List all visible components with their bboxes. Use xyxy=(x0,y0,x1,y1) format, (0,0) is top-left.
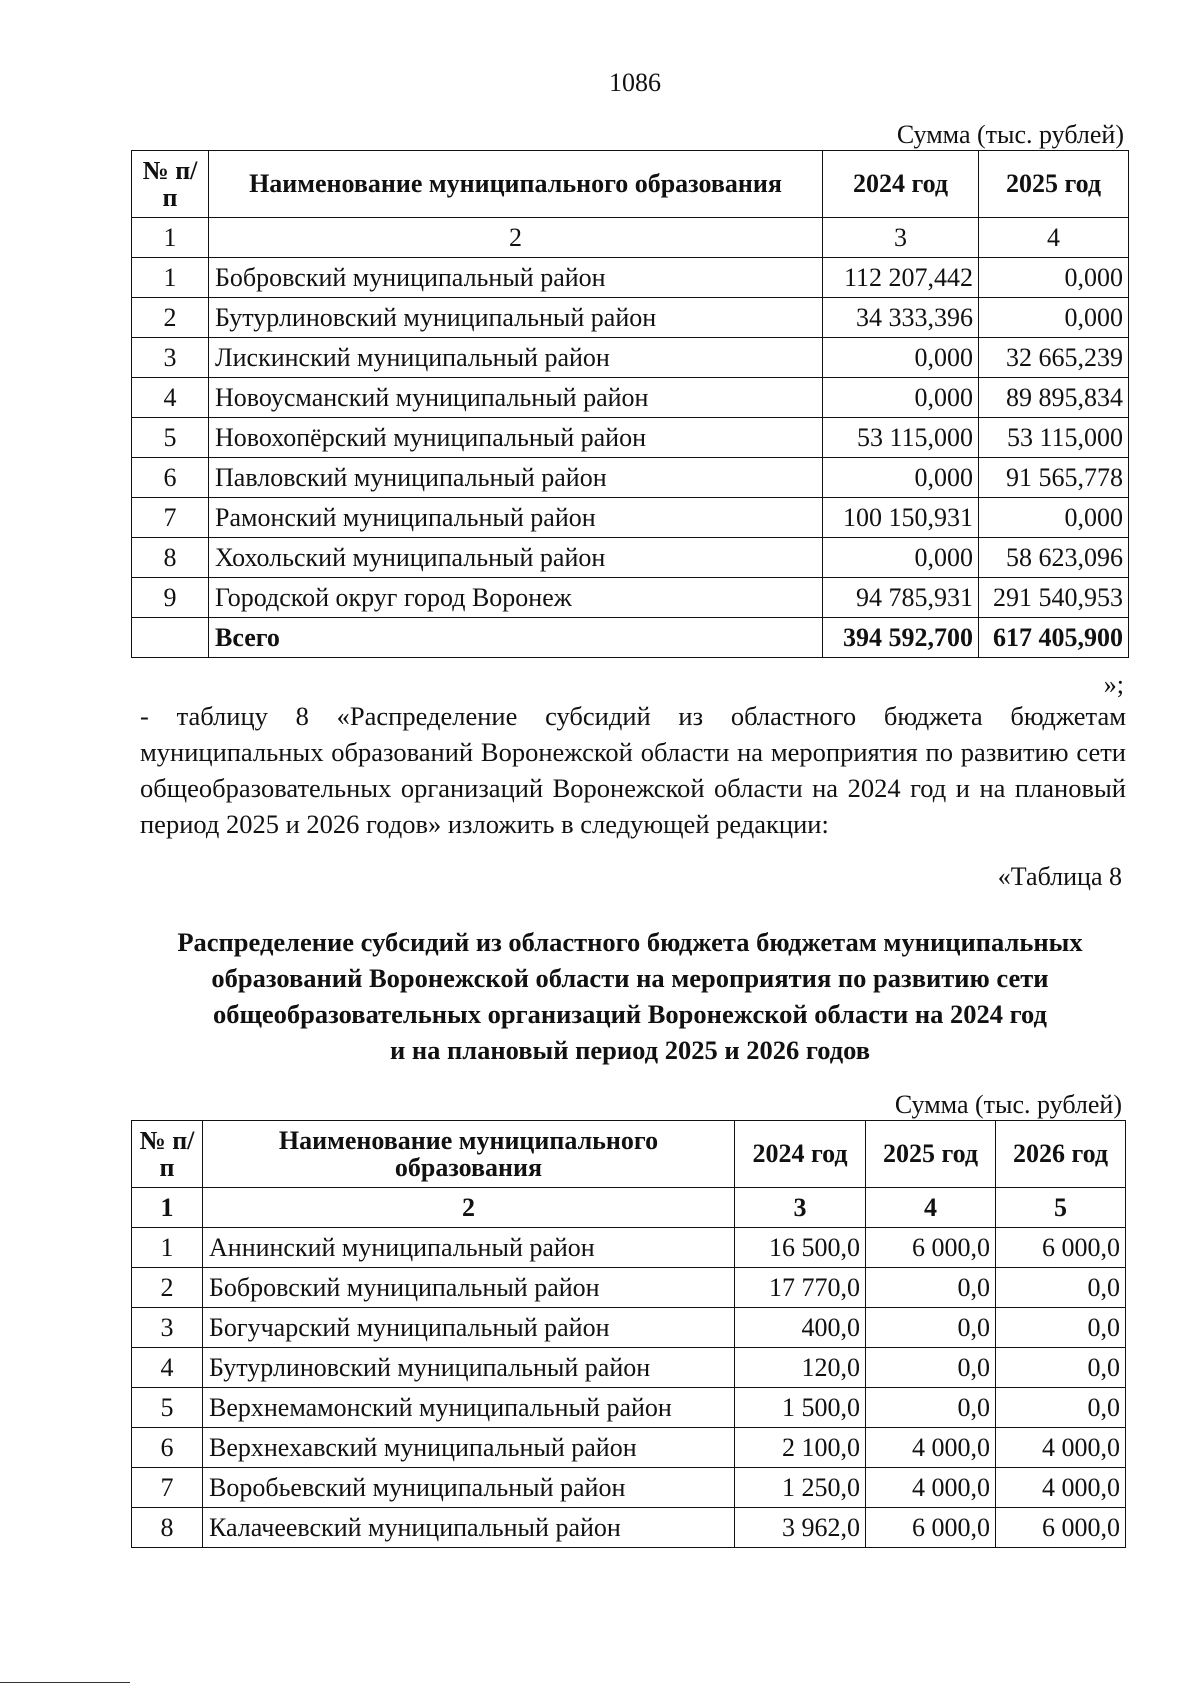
table-row xyxy=(132,578,1129,618)
row-number: 2 xyxy=(132,298,209,338)
amount-2024: 3 962,0 xyxy=(735,1508,866,1548)
amount-2025: 0,000 xyxy=(979,298,1129,338)
municipality-name: Павловский муниципальный район xyxy=(209,458,823,498)
table-row xyxy=(132,418,1129,458)
table1 xyxy=(131,150,1129,658)
table-title-line: и на плановый период 2025 и 2026 годов xyxy=(389,1035,871,1065)
total-number xyxy=(132,618,209,658)
amount-2025: 0,0 xyxy=(866,1348,996,1388)
page-number: 1086 xyxy=(609,68,661,97)
table-row xyxy=(132,1508,1126,1548)
row-number: 5 xyxy=(132,1388,203,1428)
row-number: 1 xyxy=(132,258,209,298)
table2-body xyxy=(132,1188,1126,1548)
row-number: 1 xyxy=(132,1228,203,1268)
table1-header-2025: 2025 год xyxy=(979,151,1129,218)
amount-2025: 91 565,778 xyxy=(979,458,1129,498)
table2-header-2025: 2025 год xyxy=(866,1121,996,1188)
total-row xyxy=(132,618,1129,658)
column-number: 4 xyxy=(979,218,1129,258)
amount-2026: 0,0 xyxy=(996,1388,1126,1428)
amount-2024: 53 115,000 xyxy=(823,418,979,458)
amount-2024: 112 207,442 xyxy=(823,258,979,298)
amount-2025: 0,0 xyxy=(866,1308,996,1348)
row-number: 7 xyxy=(132,1468,203,1508)
amount-2026: 0,0 xyxy=(996,1308,1126,1348)
row-number: 9 xyxy=(132,578,209,618)
row-number: 7 xyxy=(132,498,209,538)
amount-2025: 0,000 xyxy=(979,258,1129,298)
amount-2024: 100 150,931 xyxy=(823,498,979,538)
municipality-name: Верхнехавский муниципальный район xyxy=(203,1428,735,1468)
amount-2026: 6 000,0 xyxy=(996,1508,1126,1548)
amount-2024: 400,0 xyxy=(735,1308,866,1348)
amount-2025: 0,0 xyxy=(866,1388,996,1428)
table-row xyxy=(132,458,1129,498)
amount-2025: 6 000,0 xyxy=(866,1508,996,1548)
total-2025: 617 405,900 xyxy=(979,618,1129,658)
amount-2024: 1 250,0 xyxy=(735,1468,866,1508)
amount-2025: 0,0 xyxy=(866,1268,996,1308)
amount-2025: 6 000,0 xyxy=(866,1228,996,1268)
municipality-name: Аннинский муниципальный район xyxy=(203,1228,735,1268)
municipality-name: Богучарский муниципальный район xyxy=(203,1308,735,1348)
amount-2024: 120,0 xyxy=(735,1348,866,1388)
table1-column-number-row xyxy=(132,218,1129,258)
amount-2024: 16 500,0 xyxy=(735,1228,866,1268)
table1-body xyxy=(132,218,1129,658)
amount-2026: 0,0 xyxy=(996,1348,1126,1388)
table2-unit-label: Сумма (тыс. рублей) xyxy=(894,1090,1122,1119)
municipality-name: Лискинский муниципальный район xyxy=(209,338,823,378)
municipality-name: Хохольский муниципальный район xyxy=(209,538,823,578)
amount-2025: 291 540,953 xyxy=(979,578,1129,618)
amount-2025: 4 000,0 xyxy=(866,1428,996,1468)
total-2024: 394 592,700 xyxy=(823,618,979,658)
amount-2025: 4 000,0 xyxy=(866,1468,996,1508)
row-number: 3 xyxy=(132,1308,203,1348)
table-row xyxy=(132,538,1129,578)
table2-header-2026: 2026 год xyxy=(996,1121,1126,1188)
table-row xyxy=(132,1468,1126,1508)
amount-2026: 4 000,0 xyxy=(996,1468,1126,1508)
table1-header-name: Наименование муниципального образования xyxy=(209,151,823,218)
column-number: 5 xyxy=(996,1188,1126,1228)
column-number: 3 xyxy=(823,218,979,258)
municipality-name: Рамонский муниципальный район xyxy=(209,498,823,538)
row-number: 8 xyxy=(132,538,209,578)
column-number: 2 xyxy=(209,218,823,258)
amount-2024: 0,000 xyxy=(823,378,979,418)
column-number: 1 xyxy=(132,1188,203,1228)
row-number: 2 xyxy=(132,1268,203,1308)
close-quote: »; xyxy=(1103,670,1124,699)
table1-unit-label: Сумма (тыс. рублей) xyxy=(896,120,1124,149)
amount-2025: 53 115,000 xyxy=(979,418,1129,458)
table2-header-2024: 2024 год xyxy=(735,1121,866,1188)
total-label: Всего xyxy=(209,618,823,658)
municipality-name: Новохопёрский муниципальный район xyxy=(209,418,823,458)
municipality-name: Бутурлиновский муниципальный район xyxy=(203,1348,735,1388)
municipality-name: Бобровский муниципальный район xyxy=(209,258,823,298)
amount-2024: 34 333,396 xyxy=(823,298,979,338)
row-number: 3 xyxy=(132,338,209,378)
amount-2025: 32 665,239 xyxy=(979,338,1129,378)
table-title-line: образований Воронежской области на мероприятия по развитию сети xyxy=(211,963,1049,993)
table1-header-number: № п/п xyxy=(132,151,209,218)
table-row xyxy=(132,378,1129,418)
row-number: 5 xyxy=(132,418,209,458)
row-number: 8 xyxy=(132,1508,203,1548)
amount-2024: 0,000 xyxy=(823,338,979,378)
municipality-name: Калачеевский муниципальный район xyxy=(203,1508,735,1548)
table-label: «Таблица 8 xyxy=(997,862,1122,891)
amount-2024: 0,000 xyxy=(823,538,979,578)
column-number: 4 xyxy=(866,1188,996,1228)
table-title-line: Распределение субсидий из областного бюджета бюджетам муниципальных xyxy=(177,927,1083,957)
row-number: 6 xyxy=(132,1428,203,1468)
amount-2026: 0,0 xyxy=(996,1268,1126,1308)
table2 xyxy=(131,1120,1126,1548)
table2-column-number-row xyxy=(132,1188,1126,1228)
column-number: 1 xyxy=(132,218,209,258)
table-row xyxy=(132,1308,1126,1348)
municipality-name: Новоусманский муниципальный район xyxy=(209,378,823,418)
municipality-name: Городской округ город Воронеж xyxy=(209,578,823,618)
column-number: 2 xyxy=(203,1188,735,1228)
table-row xyxy=(132,1348,1126,1388)
amount-2026: 4 000,0 xyxy=(996,1428,1126,1468)
municipality-name: Верхнемамонский муниципальный район xyxy=(203,1388,735,1428)
table-title xyxy=(130,924,1130,1068)
table-row xyxy=(132,1388,1126,1428)
table-row xyxy=(132,298,1129,338)
amount-2025: 58 623,096 xyxy=(979,538,1129,578)
amount-2024: 0,000 xyxy=(823,458,979,498)
table-title-line: общеобразовательных организаций Воронежской области на 2024 год xyxy=(213,999,1047,1029)
amount-2024: 2 100,0 xyxy=(735,1428,866,1468)
row-number: 4 xyxy=(132,378,209,418)
table-row xyxy=(132,258,1129,298)
table-row xyxy=(132,1228,1126,1268)
amount-2024: 1 500,0 xyxy=(735,1388,866,1428)
table-row xyxy=(132,498,1129,538)
amount-2024: 94 785,931 xyxy=(823,578,979,618)
table-row xyxy=(132,1428,1126,1468)
amount-2024: 17 770,0 xyxy=(735,1268,866,1308)
table-row xyxy=(132,338,1129,378)
footer-divider xyxy=(0,1682,130,1683)
amount-2025: 89 895,834 xyxy=(979,378,1129,418)
table-row xyxy=(132,1268,1126,1308)
column-number: 3 xyxy=(735,1188,866,1228)
row-number: 4 xyxy=(132,1348,203,1388)
table2-header-name: Наименование муниципального образования xyxy=(203,1121,735,1188)
table1-header-2024: 2024 год xyxy=(823,151,979,218)
paragraph-text: - таблицу 8 «Распределение субсидий из областного бюджета бюджетам муниципальных образований Воронежской области на мероприятия по развитию сети общеобразовательных организаций Воронежской области на 2024 год и на плановый период 2025 и 2026 годов» изложить в следующей редакции: xyxy=(140,701,1126,839)
amount-2025: 0,000 xyxy=(979,498,1129,538)
municipality-name: Воробьевский муниципальный район xyxy=(203,1468,735,1508)
municipality-name: Бобровский муниципальный район xyxy=(203,1268,735,1308)
municipality-name: Бутурлиновский муниципальный район xyxy=(209,298,823,338)
amount-2026: 6 000,0 xyxy=(996,1228,1126,1268)
table2-header-number: № п/п xyxy=(132,1121,203,1188)
row-number: 6 xyxy=(132,458,209,498)
